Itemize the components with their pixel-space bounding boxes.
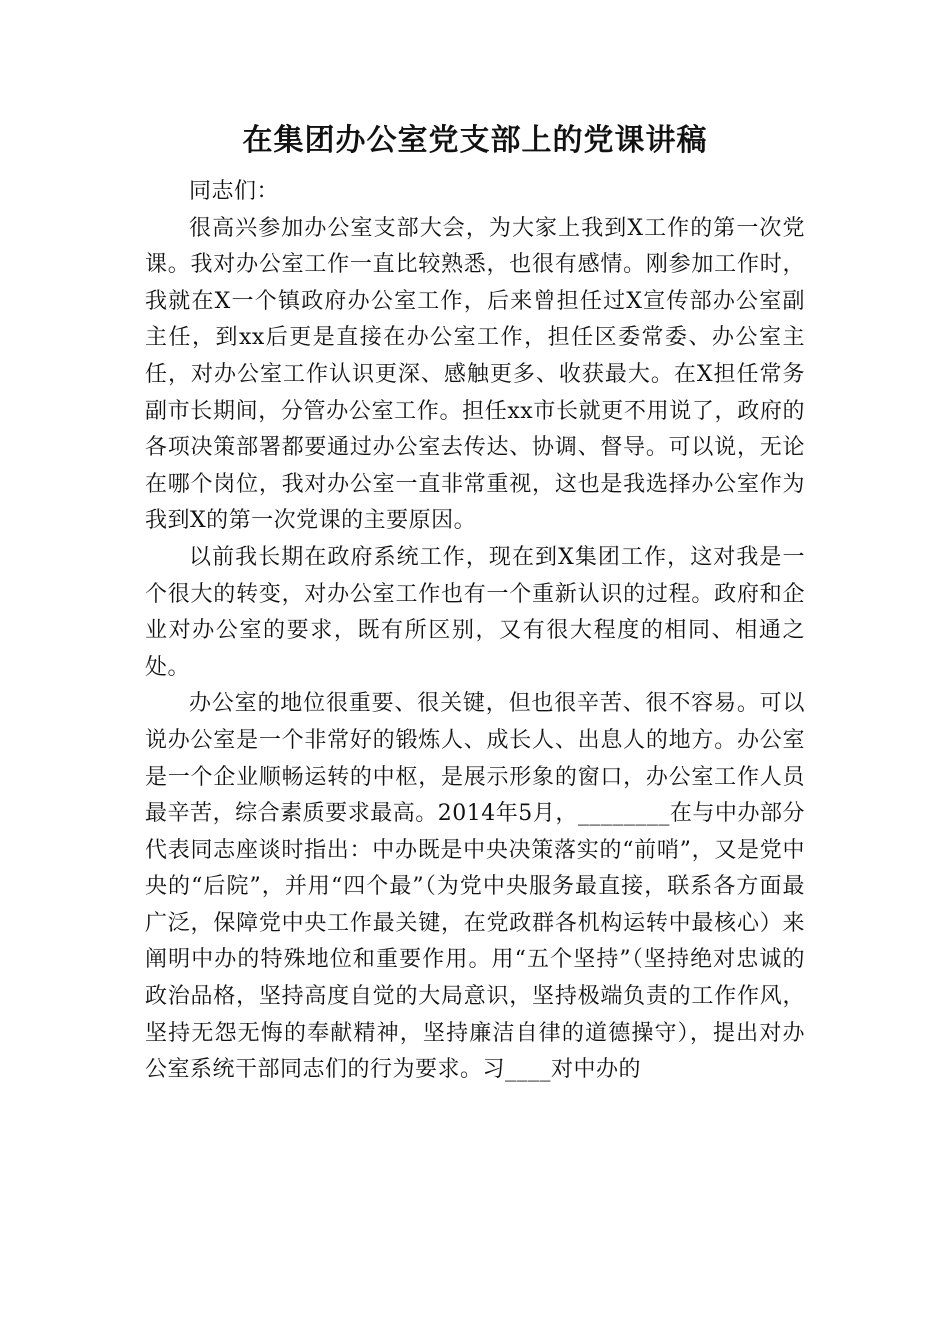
paragraph-3: 办公室的地位很重要、很关键，但也很辛苦、很不容易。可以说办公室是一个非常好的锻炼人、成长人、出息人的地方。办公室是一个企业顺畅运转的中枢，是展示形象的窗口，办公室工作人员最辛苦，综合素质要求最高。2014年5月，________在与中办部分代表同志座谈时指出：中办既是中央决策落实的“前哨”，又是党中央的“后院”，并用“四个最”（为党中央服务最直接，联系各方面最广泛，保障党中央工作最关键，在党政群各机构运转中最核心）来阐明中办的特殊地位和重要作用。用“五个坚持”（坚持绝对忠诚的政治品格，坚持高度自觉的大局意识，坚持极端负责的工作作风，坚持无怨无悔的奉献精神，坚持廉洁自律的道德操守），提出对办公室系统干部同志们的行为要求。习____对中办的 xyxy=(145,691,805,1083)
document-title: 在集团办公室党支部上的党课讲稿 xyxy=(242,123,708,158)
salutation: 同志们： xyxy=(189,179,280,204)
document-page xyxy=(145,118,805,1089)
paragraph-1: 很高兴参加办公室支部大会，为大家上我到X工作的第一次党课。我对办公室工作一直比较熟悉，也很有感情。刚参加工作时，我就在X一个镇政府办公室工作，后来曾担任过X宣传部办公室副主任，到xx后更是直接在办公室工作，担任区委常委、办公室主任，对办公室工作认识更深、感触更多、收获最大。在X担任常务副市长期间，分管办公室工作。担任xx市长就更不用说了，政府的各项决策部署都要通过办公室去传达、协调、督导。可以说，无论在哪个岗位，我对办公室一直非常重视，这也是我选择办公室作为我到X的第一次党课的主要原因。 xyxy=(145,215,805,534)
paragraph-2: 以前我长期在政府系统工作，现在到X集团工作，这对我是一个很大的转变，对办公室工作也有一个重新认识的过程。政府和企业对办公室的要求，既有所区别，又有很大程度的相同、相通之处。 xyxy=(145,544,805,680)
